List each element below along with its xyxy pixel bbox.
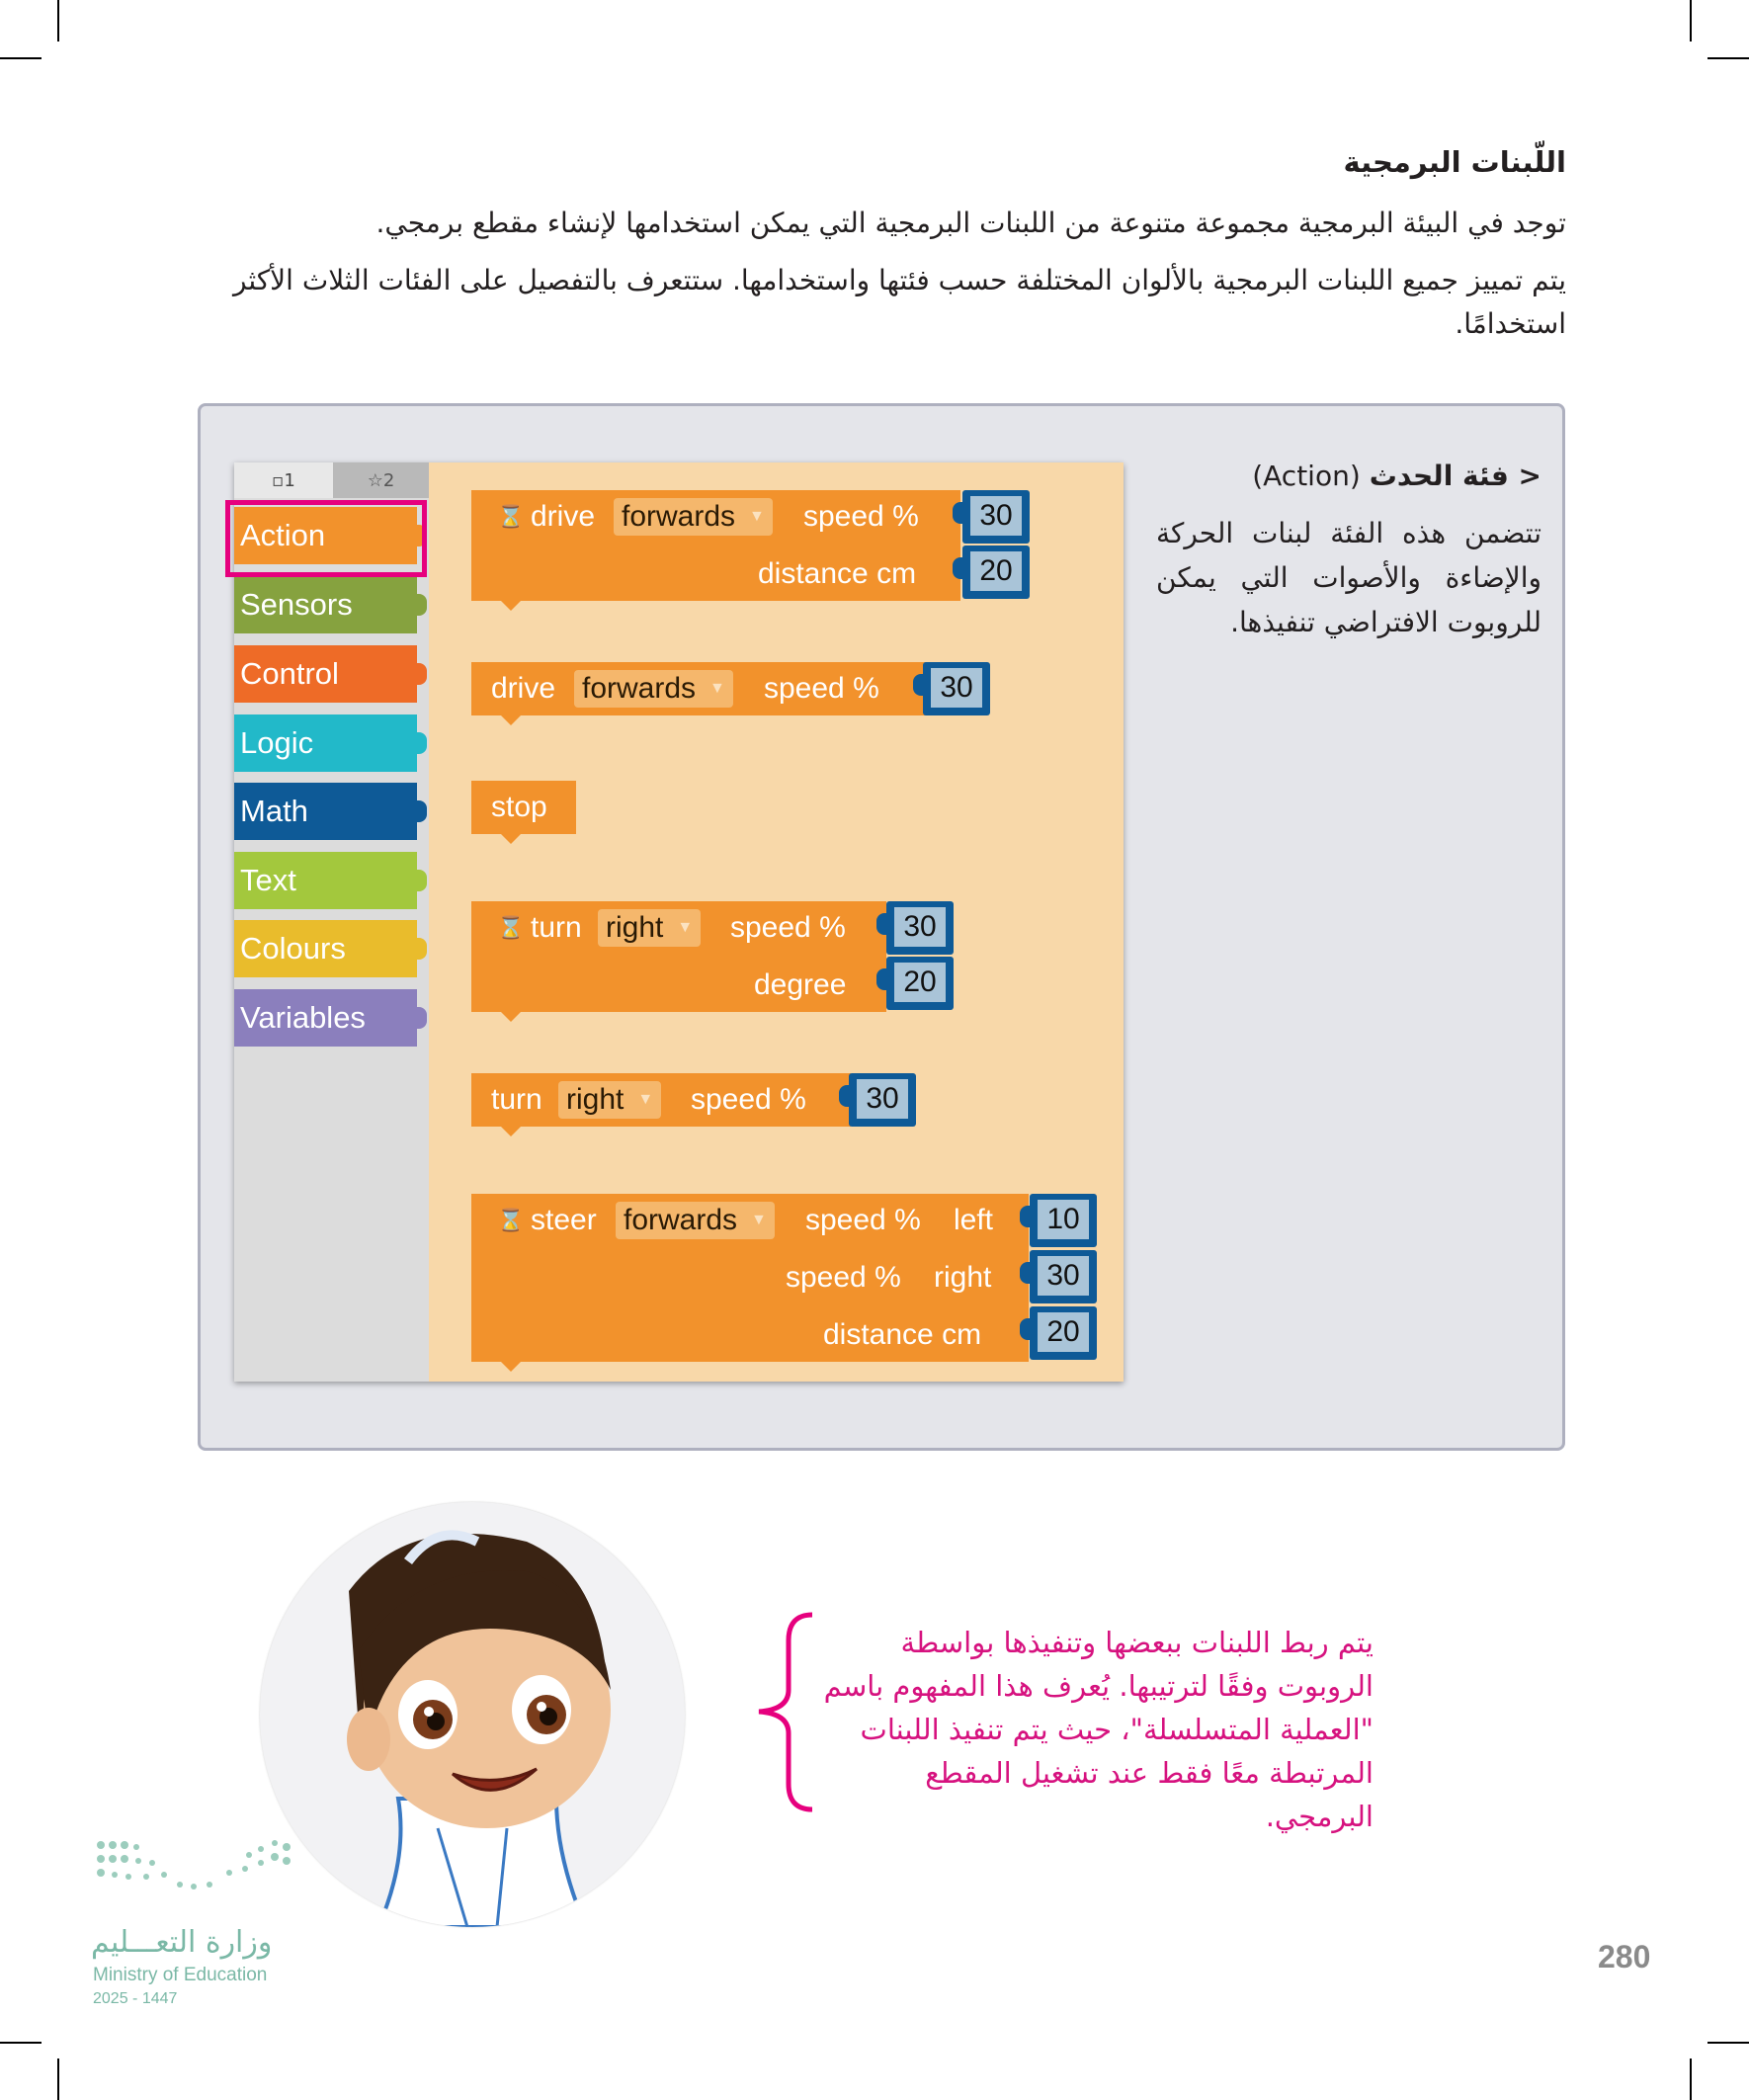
speed-label: speed % [764, 672, 879, 705]
steer-block[interactable] [471, 1194, 1029, 1362]
category-paragraph: يتم تمييز جميع اللبنات البرمجية بالألوان المختلفة حسب فئتها واستخدامها. ستتعرف بالتفصيل على الفئات الثلاث الأكثر استخدامًا. [232, 264, 1566, 340]
speed-label: speed % [803, 500, 919, 533]
block-connector [501, 715, 521, 725]
category-math[interactable]: Math [234, 783, 417, 840]
direction-dropdown[interactable] [574, 670, 733, 708]
ministry-name-arabic: وزارة التعـــليم [91, 1925, 273, 1960]
crop-mark [1690, 2058, 1692, 2100]
crop-mark [0, 2042, 42, 2044]
crop-mark [1707, 2042, 1749, 2044]
block-connector [501, 1362, 521, 1372]
crop-mark [57, 0, 59, 42]
category-sensors[interactable]: Sensors [234, 576, 417, 633]
toolbox-tab-1[interactable]: ▫1 [234, 462, 333, 498]
ministry-logo-icon [91, 1833, 298, 1922]
block-command: turn [531, 911, 582, 944]
category-colours[interactable]: Colours [234, 920, 417, 977]
degree-input[interactable] [886, 957, 954, 1010]
dropdown-arrow-icon: ▼ [709, 680, 725, 697]
left-speed-input[interactable] [1030, 1194, 1097, 1247]
speed-label: speed % [805, 1204, 921, 1236]
speed-label: speed % [691, 1083, 806, 1116]
speed-input[interactable] [849, 1073, 916, 1127]
ministry-year: 2025 - 1447 [93, 1990, 178, 2007]
speed-value[interactable]: 30 [970, 496, 1022, 536]
girl-illustration [260, 1502, 685, 1927]
speed-value[interactable]: 30 [857, 1079, 908, 1119]
category-variables[interactable]: Variables [234, 989, 417, 1047]
distance-input[interactable] [962, 546, 1030, 599]
toolbox [234, 462, 429, 1382]
direction-dropdown[interactable] [558, 1081, 661, 1119]
panel-title-english: (Action) [1252, 460, 1361, 492]
dropdown-value: forwards [622, 500, 736, 533]
dropdown-arrow-icon: ▼ [637, 1091, 654, 1108]
speed-input[interactable] [923, 662, 990, 715]
block-command: steer [531, 1204, 597, 1236]
section-heading: اللّبنات البرمجية [1343, 145, 1566, 179]
category-text[interactable]: Text [234, 852, 417, 909]
direction-dropdown[interactable] [598, 909, 701, 947]
distance-value[interactable]: 20 [1038, 1312, 1089, 1352]
turn-timed-block[interactable] [471, 901, 886, 1012]
distance-value[interactable]: 20 [970, 551, 1022, 591]
drive-timed-block[interactable] [471, 490, 960, 601]
hourglass-icon: ⌛ [497, 1208, 525, 1232]
panel-title-arabic: < فئة الحدث [1369, 460, 1541, 492]
right-label: right [934, 1261, 992, 1294]
speed-input[interactable] [962, 490, 1030, 544]
dropdown-value: forwards [582, 672, 697, 705]
speed-value[interactable]: 30 [931, 668, 982, 708]
dropdown-arrow-icon: ▼ [751, 1212, 767, 1228]
direction-dropdown[interactable] [614, 498, 773, 536]
degree-label: degree [754, 968, 847, 1001]
panel-title [1126, 460, 1541, 492]
dropdown-value: right [606, 911, 664, 944]
crop-mark [0, 57, 42, 59]
block-command: drive [491, 672, 556, 705]
hourglass-icon: ⌛ [497, 504, 525, 529]
distance-label: distance cm [823, 1318, 982, 1351]
block-connector [501, 601, 521, 611]
left-label: left [954, 1204, 994, 1236]
block-connector [501, 834, 521, 844]
toolbox-tab-2[interactable]: ☆2 [333, 462, 429, 498]
page-number: 280 [1598, 1939, 1651, 1974]
category-logic[interactable]: Logic [234, 714, 417, 772]
speed-label-2: speed % [786, 1261, 901, 1294]
direction-dropdown[interactable] [616, 1202, 775, 1239]
block-connector [501, 1127, 521, 1136]
right-speed-input[interactable] [1030, 1250, 1097, 1303]
intro-paragraph: توجد في البيئة البرمجية مجموعة متنوعة من اللبنات البرمجية التي يمكن استخدامها لإنشاء مقطع برمجي. [375, 207, 1566, 239]
speed-value[interactable]: 30 [894, 907, 946, 947]
action-highlight-box [225, 500, 427, 577]
dropdown-value: forwards [624, 1204, 738, 1236]
category-control[interactable]: Control [234, 645, 417, 703]
dropdown-value: right [566, 1083, 625, 1116]
speed-label: speed % [730, 911, 846, 944]
degree-value[interactable]: 20 [894, 963, 946, 1002]
speed-input[interactable] [886, 901, 954, 955]
distance-input[interactable] [1030, 1306, 1097, 1360]
panel-description: تتضمن هذه الفئة لبنات الحركة والإضاءة والأصوات التي يمكن للروبوت الافتراضي تنفيذها. [1156, 517, 1541, 638]
block-command: turn [491, 1083, 542, 1116]
turn-block[interactable] [471, 1073, 851, 1127]
block-command: drive [531, 500, 596, 533]
crop-mark [1707, 57, 1749, 59]
crop-mark [1690, 0, 1692, 42]
girl-character-icon [260, 1502, 685, 1927]
right-speed-value[interactable]: 30 [1038, 1256, 1089, 1296]
block-editor [234, 462, 1124, 1382]
crop-mark [57, 2058, 59, 2100]
left-speed-value[interactable]: 10 [1038, 1200, 1089, 1239]
block-connector [501, 1012, 521, 1022]
category-action[interactable]: Action [234, 507, 417, 564]
ministry-name-english: Ministry of Education [93, 1965, 268, 1985]
block-command: stop [491, 791, 547, 823]
drive-block[interactable] [471, 662, 926, 715]
dropdown-arrow-icon: ▼ [749, 508, 765, 525]
dropdown-arrow-icon: ▼ [677, 919, 694, 936]
hourglass-icon: ⌛ [497, 915, 525, 940]
sequential-note: يتم ربط اللبنات ببعضها وتنفيذها بواسطة الروبوت وفقًا لترتيبها. يُعرف هذا المفهوم باسم "العملية المتسلسلة"، حيث يتم تنفيذ اللبنات المرتبطة معًا فقط عند تشغيل المقطع البرمجي. [823, 1626, 1374, 1833]
stop-block[interactable] [471, 781, 576, 834]
distance-label: distance cm [758, 557, 917, 590]
